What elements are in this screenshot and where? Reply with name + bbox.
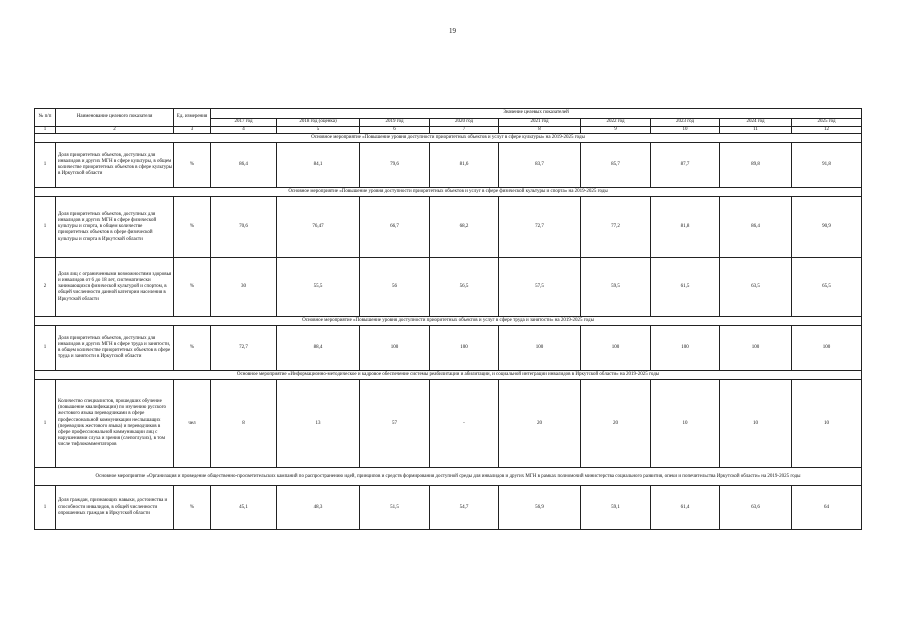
row-value: 20 xyxy=(581,380,651,468)
header-year: 2017 год xyxy=(211,119,277,127)
row-value: 64 xyxy=(792,486,862,530)
column-number: 7 xyxy=(430,127,499,134)
section-row xyxy=(35,371,862,380)
row-value: 89,8 xyxy=(720,143,792,188)
row-value: 13 xyxy=(277,380,360,468)
row-value: 85,7 xyxy=(581,143,651,188)
row-value: 100 xyxy=(499,326,581,371)
row-name: Количество специалистов, прошедших обучение (повышение квалификации) по изучению русского жестового языка переводчиками в сфере профессиональной коммуникации неслышащих (переводчик жестового языка) и переводчиков в сфере профессиональной коммуникации лиц с нарушениями слуха и зрения (слепоглухих), в том числе тифлокомментаторов xyxy=(56,380,174,468)
row-value: 90,9 xyxy=(792,197,862,258)
column-number-row xyxy=(35,127,862,134)
row-value: 70,6 xyxy=(211,197,277,258)
header-num: № п/п xyxy=(35,109,56,127)
row-unit: % xyxy=(174,197,211,258)
header-year: 2023 год xyxy=(651,119,720,127)
row-value: 8 xyxy=(211,380,277,468)
section-title: Основное мероприятие «Повышение уровня доступности приоритетных объектов и услуг в сфере физической культуры и спорта» на 2019-2025 годы xyxy=(35,188,862,197)
page-number: 19 xyxy=(449,27,456,35)
row-value: 56,9 xyxy=(499,486,581,530)
table-row xyxy=(35,143,862,188)
row-value: 100 xyxy=(792,326,862,371)
column-number: 5 xyxy=(277,127,360,134)
header-year: 2024 год xyxy=(720,119,792,127)
row-value: 56 xyxy=(360,258,430,317)
row-value: 61,4 xyxy=(651,486,720,530)
row-value: 63,5 xyxy=(720,258,792,317)
row-name: Доля приоритетных объектов, доступных для инвалидов и других МГН в сфере физической культуры и спорта, в общем количестве приоритетных объектов в сфере физической культуры и спорта в Иркутской области xyxy=(56,197,174,258)
row-value: 81,8 xyxy=(651,197,720,258)
row-value: 45,1 xyxy=(211,486,277,530)
header-year: 2018 год (оценка) xyxy=(277,119,360,127)
section-title: Основное мероприятие «Повышение уровня доступности приоритетных объектов и услуг в сфере труда и занятости» на 2019-2025 годы xyxy=(35,317,862,326)
row-value: 59,5 xyxy=(581,258,651,317)
row-value: 79,6 xyxy=(360,143,430,188)
section-row xyxy=(35,317,862,326)
row-num: 1 xyxy=(35,197,56,258)
row-num: 2 xyxy=(35,258,56,317)
row-unit: % xyxy=(174,486,211,530)
row-value: 20 xyxy=(499,380,581,468)
section-row xyxy=(35,134,862,143)
row-value: 83,7 xyxy=(499,143,581,188)
row-value: 61,5 xyxy=(651,258,720,317)
row-value: - xyxy=(430,380,499,468)
column-number: 4 xyxy=(211,127,277,134)
row-name: Доля приоритетных объектов, доступных для инвалидов и других МГН в сфере труда и занятости, в общем количестве приоритетных объектов в сфере труда и занятости в Иркутской области xyxy=(56,326,174,371)
row-value: 86,4 xyxy=(211,143,277,188)
row-unit: % xyxy=(174,326,211,371)
column-number: 8 xyxy=(499,127,581,134)
column-number: 6 xyxy=(360,127,430,134)
row-name: Доля граждан, признающих навыки, достоинства и способности инвалидов, в общей численности опрошенных граждан в Иркутской области xyxy=(56,486,174,530)
row-value: 100 xyxy=(651,326,720,371)
row-value: 72,7 xyxy=(499,197,581,258)
row-value: 51,5 xyxy=(360,486,430,530)
header-values-group: Значение целевых показателей xyxy=(211,109,862,119)
section-title: Основное мероприятие «Повышение уровня доступности приоритетных объектов и услуг в сфере культуры» на 2019-2025 годы xyxy=(35,134,862,143)
row-value: 59,1 xyxy=(581,486,651,530)
header-year: 2025 год xyxy=(792,119,862,127)
row-value: 76,47 xyxy=(277,197,360,258)
table-row xyxy=(35,326,862,371)
column-number: 9 xyxy=(581,127,651,134)
row-value: 10 xyxy=(720,380,792,468)
section-row xyxy=(35,188,862,197)
row-value: 100 xyxy=(430,326,499,371)
row-value: 88,4 xyxy=(277,326,360,371)
row-value: 10 xyxy=(792,380,862,468)
row-value: 57 xyxy=(360,380,430,468)
table-row xyxy=(35,486,862,530)
column-number: 3 xyxy=(174,127,211,134)
header-unit: Ед. измерения xyxy=(174,109,211,127)
row-value: 68,2 xyxy=(430,197,499,258)
row-value: 100 xyxy=(720,326,792,371)
row-value: 66,7 xyxy=(360,197,430,258)
table-row xyxy=(35,380,862,468)
row-value: 55,5 xyxy=(277,258,360,317)
row-value: 63,6 xyxy=(720,486,792,530)
header-year: 2022 год xyxy=(581,119,651,127)
row-value: 77,2 xyxy=(581,197,651,258)
row-value: 48,3 xyxy=(277,486,360,530)
row-unit: % xyxy=(174,143,211,188)
header-row xyxy=(35,109,862,119)
row-value: 91,8 xyxy=(792,143,862,188)
column-number: 11 xyxy=(720,127,792,134)
row-num: 1 xyxy=(35,326,56,371)
row-name: Доля приоритетных объектов, доступных для инвалидов и других МГН в сфере культуры, в общем количестве приоритетных объектов в сфере культуры в Иркутской области xyxy=(56,143,174,188)
row-value: 87,7 xyxy=(651,143,720,188)
table-row xyxy=(35,258,862,317)
row-value: 65,5 xyxy=(792,258,862,317)
row-value: 54,7 xyxy=(430,486,499,530)
row-num: 1 xyxy=(35,486,56,530)
row-value: 72,7 xyxy=(211,326,277,371)
row-unit: % xyxy=(174,258,211,317)
row-value: 81,6 xyxy=(430,143,499,188)
row-value: 30 xyxy=(211,258,277,317)
column-number: 10 xyxy=(651,127,720,134)
header-year: 2020 год xyxy=(430,119,499,127)
row-value: 86,4 xyxy=(720,197,792,258)
column-number: 12 xyxy=(792,127,862,134)
row-value: 10 xyxy=(651,380,720,468)
column-number: 2 xyxy=(56,127,174,134)
table-row xyxy=(35,197,862,258)
row-value: 56,5 xyxy=(430,258,499,317)
header-year: 2021 год xyxy=(499,119,581,127)
section-title: Основное мероприятие «Информационно-методическое и кадровое обеспечение системы реабилитации и абилитации, и социальной интеграции инвалидов в Иркутской области» на 2019-2025 годы xyxy=(35,371,862,380)
column-number: 1 xyxy=(35,127,56,134)
section-row xyxy=(35,468,862,486)
section-title: Основное мероприятие «Организация и проведение общественно-просветительских кампаний по распространению идей, принципов и средств формирования доступной среды для инвалидов и других МГН в рамках полномочий министерства социального развития, опеки и попечительства Иркутской области» на 2019-2025 годы xyxy=(35,468,862,486)
row-name: Доля лиц с ограниченными возможностями здоровья и инвалидов от 6 до 18 лет, систематически занимающихся физической культурой и спортом, в общей численности данной категории населения в Иркутской области xyxy=(56,258,174,317)
row-num: 1 xyxy=(35,380,56,468)
header-name: Наименование целевого показателя xyxy=(56,109,174,127)
row-num: 1 xyxy=(35,143,56,188)
row-value: 100 xyxy=(360,326,430,371)
row-unit: чел xyxy=(174,380,211,468)
row-value: 57,5 xyxy=(499,258,581,317)
target-indicators-table xyxy=(34,108,862,530)
row-value: 84,1 xyxy=(277,143,360,188)
row-value: 100 xyxy=(581,326,651,371)
header-year: 2019 год xyxy=(360,119,430,127)
